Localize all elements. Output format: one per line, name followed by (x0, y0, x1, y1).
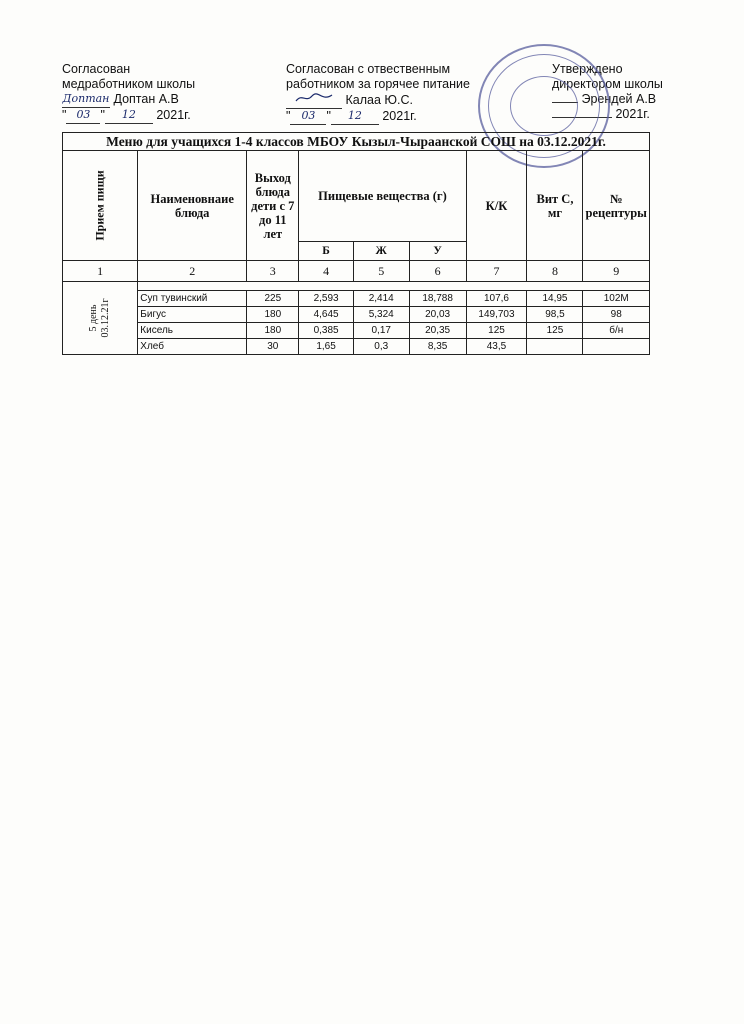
protein: 0,385 (299, 323, 353, 339)
column-number: 5 (353, 261, 409, 282)
protein: 1,65 (299, 339, 353, 355)
medic-approval-line1: Согласован (62, 62, 131, 76)
table-row (63, 307, 650, 323)
header-vitamin: Вит С, мг (527, 151, 583, 261)
kcal: 43,5 (466, 339, 527, 355)
vitamin-c: 98,5 (527, 307, 583, 323)
medic-approval: Согласован медработником школы Доптан Доптан А.В " 03 " 12 2021г. (62, 62, 272, 124)
portion: 225 (247, 291, 299, 307)
director-approval-line2: директором школы (552, 77, 663, 91)
medic-signature: Доптан (62, 92, 110, 108)
recipe-number: б/н (583, 323, 650, 339)
column-number: 7 (466, 261, 527, 282)
vitamin-c: 125 (527, 323, 583, 339)
medic-approval-line2: медработником школы (62, 77, 196, 91)
medic-name: Доптан А.В (113, 92, 179, 106)
dish-name: Бигус (138, 307, 247, 323)
medic-date-month: 12 (105, 108, 153, 124)
header-dish: Наименовнаие блюда (138, 151, 247, 261)
director-name: Эрендей А.В (581, 92, 657, 106)
fat: 0,17 (353, 323, 409, 339)
fat: 5,324 (353, 307, 409, 323)
header-recipe: № рецептуры (583, 151, 650, 261)
column-number: 9 (583, 261, 650, 282)
catering-date-day: 03 (290, 109, 326, 125)
table-row (63, 291, 650, 307)
catering-approval-line2: работником за горячее питание (286, 77, 470, 91)
portion: 180 (247, 323, 299, 339)
subheader-protein: Б (299, 242, 353, 261)
header-portion: Выход блюда дети с 7 до 11 лет (247, 151, 299, 261)
fat: 0,3 (353, 339, 409, 355)
menu-title: Меню для учащихся 1-4 классов МБОУ Кызыл-Чыраанской СОШ на 03.12.2021г. (63, 133, 650, 151)
day-label: 5 день (88, 304, 100, 332)
director-approval-line1: Утверждено (552, 62, 623, 76)
column-number: 6 (409, 261, 466, 282)
dish-name: Суп тувинский (138, 291, 247, 307)
carbs: 8,35 (409, 339, 466, 355)
catering-approval: Согласован с отвественным работником за горячее питание Калаа Ю.С. " 03 " 12 2021г. (286, 62, 516, 125)
carbs: 20,35 (409, 323, 466, 339)
medic-date-year: 2021г. (156, 108, 191, 122)
medic-date-day: 03 (66, 108, 100, 124)
column-number-row (63, 261, 650, 282)
portion: 30 (247, 339, 299, 355)
protein: 4,645 (299, 307, 353, 323)
table-row (63, 339, 650, 355)
day-date: 03.12.21г (100, 298, 112, 338)
director-date-year: 2021г. (615, 107, 650, 121)
carbs: 20,03 (409, 307, 466, 323)
column-number: 1 (63, 261, 138, 282)
column-number: 2 (138, 261, 247, 282)
kcal: 149,703 (466, 307, 527, 323)
header-nutrients: Пищевые вещества (г) (299, 151, 466, 242)
fat: 2,414 (353, 291, 409, 307)
table-row (63, 323, 650, 339)
dish-name: Хлеб (138, 339, 247, 355)
recipe-number: 98 (583, 307, 650, 323)
column-number: 4 (299, 261, 353, 282)
catering-date-month: 12 (331, 109, 379, 125)
header-kcal: К/К (466, 151, 527, 261)
kcal: 125 (466, 323, 527, 339)
vitamin-c: 14,95 (527, 291, 583, 307)
dish-name: Кисель (138, 323, 247, 339)
carbs: 18,788 (409, 291, 466, 307)
catering-name: Калаа Ю.С. (345, 93, 413, 107)
protein: 2,593 (299, 291, 353, 307)
catering-signature (286, 92, 342, 109)
column-number: 3 (247, 261, 299, 282)
day-label-cell (63, 282, 138, 355)
catering-date-year: 2021г. (382, 109, 417, 123)
menu-table (62, 132, 650, 355)
recipe-number: 102М (583, 291, 650, 307)
vitamin-c (527, 339, 583, 355)
handwritten-signature-icon (294, 92, 334, 104)
subheader-fat: Ж (353, 242, 409, 261)
portion: 180 (247, 307, 299, 323)
catering-approval-line1: Согласован с отвественным (286, 62, 451, 76)
subheader-carbs: У (409, 242, 466, 261)
recipe-number (583, 339, 650, 355)
column-number: 8 (527, 261, 583, 282)
kcal: 107,6 (466, 291, 527, 307)
header-meal: Прием пищи (63, 151, 138, 261)
